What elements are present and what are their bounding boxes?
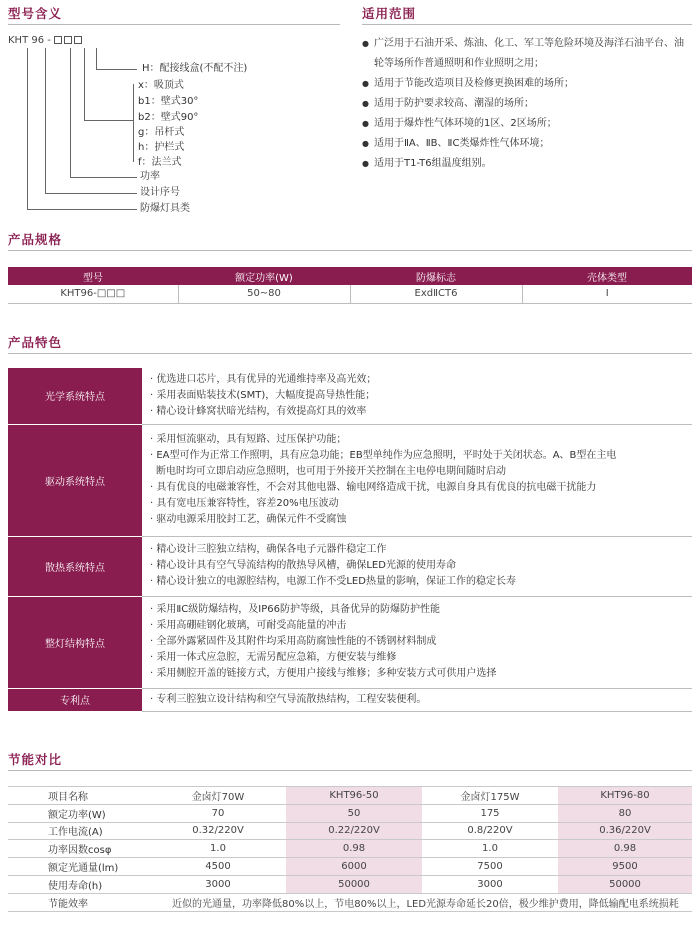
feature-row-thermal — [8, 536, 692, 596]
compare-cell: 1.0 — [422, 840, 558, 858]
model-label-flange: f：法兰式 — [138, 157, 182, 168]
bracket-line-mount-v — [84, 48, 85, 120]
feature-item: · 精心设计独立的电源腔结构，电源工作不受LED热量的影响，保证工作的稳定长寿 — [150, 576, 516, 587]
feature-item: · 采用侧腔开盖的链接方式，方便用户接线与维修；多种安装方式可供用户选择 — [150, 668, 497, 679]
bracket-line-power-v — [70, 48, 71, 178]
compare-cell: 7500 — [422, 858, 558, 876]
model-code-box-1 — [54, 36, 62, 44]
model-code — [8, 35, 84, 46]
spec-header-row — [8, 267, 692, 285]
bracket-line-mount-h — [84, 120, 134, 121]
compare-header-col: KHT96-80 — [558, 787, 692, 805]
compare-row-label: 节能效率 — [8, 893, 150, 911]
feature-item: · 采用一体式应急腔，无需另配应急箱，方便安装与维修 — [150, 652, 397, 663]
feature-name: 整灯结构特点 — [8, 596, 142, 688]
compare-row — [8, 804, 692, 822]
feature-row-patent — [8, 688, 692, 711]
feature-item: · 采用高硼硅钢化玻璃，可耐受高能量的冲击 — [150, 620, 347, 631]
model-label-pendant: g：吊杆式 — [138, 127, 185, 138]
spec-header-power: 额定功率(W) — [178, 267, 350, 285]
model-code-prefix: KHT 96 - — [8, 35, 51, 46]
feature-item: · 全部外露紧固件及其附件均采用高防腐蚀性能的不锈钢材料制成 — [150, 636, 437, 647]
compare-header-col: 金卤灯175W — [422, 787, 558, 805]
compare-cell: 6000 — [286, 858, 422, 876]
compare-cell: 9500 — [558, 858, 692, 876]
feature-row-optical — [8, 368, 692, 424]
model-label-wall30: b1：壁式30° — [138, 96, 199, 107]
spec-cell-model: KHT96-□□□ — [8, 285, 178, 303]
model-section-title: 型号含义 — [8, 6, 63, 21]
bracket-line-type-h — [27, 209, 137, 210]
compare-header-row — [8, 787, 692, 805]
bracket-line-box-v — [96, 48, 97, 70]
compare-efficiency-row — [8, 893, 692, 911]
compare-row-label: 工作电流(A) — [8, 822, 150, 840]
model-label-wall90: b2：壁式90° — [138, 112, 199, 123]
compare-row-label: 额定功率(W) — [8, 804, 150, 822]
feature-item: · 采用ⅡC级防爆结构，及IP66防护等级，具备优异的防爆防护性能 — [150, 604, 440, 615]
compare-cell: 3000 — [150, 875, 286, 893]
spec-cell-ex-mark: ExdⅡCT6 — [350, 285, 522, 303]
compare-cell: 50 — [286, 804, 422, 822]
scope-section-divider — [362, 24, 692, 25]
model-label-junction-box: H：配接线盒(不配不注) — [142, 63, 248, 74]
feature-row-driver — [8, 424, 692, 536]
spec-table — [8, 267, 692, 304]
feature-item: · 精心设计蜂窝状暗光结构，有效提高灯具的效率 — [150, 405, 367, 417]
feature-body — [142, 596, 692, 688]
compare-row — [8, 822, 692, 840]
model-label-series: 设计序号 — [140, 187, 180, 198]
compare-cell: 175 — [422, 804, 558, 822]
compare-table — [8, 786, 692, 912]
model-code-box-3 — [74, 36, 82, 44]
feature-name: 光学系统特点 — [8, 368, 142, 424]
feature-table — [8, 368, 692, 712]
bracket-line-power-h — [70, 177, 137, 178]
feature-item: · EA型可作为正常工作照明，具有应急功能；EB型单纯作为应急照明，平时处于关闭状态。A、B型在主电 — [150, 450, 617, 461]
model-label-guardrail: h：护栏式 — [138, 142, 185, 153]
spec-section-title: 产品规格 — [8, 232, 63, 247]
bracket-line-mount-side — [133, 84, 134, 162]
feature-body — [142, 688, 692, 711]
scope-item: ● 广泛用于石油开采、炼油、化工、军工等危险环境及海洋石油平台、油轮等场所作普通照明和作业照明之用； — [362, 34, 692, 74]
compare-cell: 3000 — [422, 875, 558, 893]
compare-header-col: 金卤灯70W — [150, 787, 286, 805]
feature-section-divider — [8, 353, 692, 354]
compare-cell: 80 — [558, 804, 692, 822]
compare-cell: 1.0 — [150, 840, 286, 858]
feature-row-structure — [8, 596, 692, 688]
feature-body — [142, 368, 692, 424]
compare-cell: 4500 — [150, 858, 286, 876]
compare-section-divider — [8, 770, 692, 771]
feature-section-title: 产品特色 — [8, 335, 63, 350]
spec-header-model: 型号 — [8, 267, 178, 285]
feature-body — [142, 536, 692, 596]
spec-header-housing: 壳体类型 — [522, 267, 692, 285]
compare-cell: 50000 — [558, 875, 692, 893]
compare-cell: 0.32/220V — [150, 822, 286, 840]
compare-cell: 0.98 — [286, 840, 422, 858]
compare-cell: 0.8/220V — [422, 822, 558, 840]
model-label-ceiling: x：吸顶式 — [138, 80, 184, 91]
compare-row — [8, 858, 692, 876]
compare-section-title: 节能对比 — [8, 752, 63, 767]
feature-name: 专利点 — [8, 688, 142, 711]
model-section-divider — [8, 24, 340, 25]
compare-row — [8, 875, 692, 893]
feature-item: · 精心设计具有空气导流结构的散热导风槽，确保LED光源的使用寿命 — [150, 560, 456, 571]
compare-cell: 0.22/220V — [286, 822, 422, 840]
feature-item: · 具有宽电压兼容特性，容差20%电压波动 — [150, 498, 339, 509]
compare-cell: 0.98 — [558, 840, 692, 858]
scope-item: ● 适用于节能改造项目及检修更换困难的场所； — [362, 74, 692, 94]
model-label-power: 功率 — [140, 171, 160, 182]
scope-item: ● 适用于爆炸性气体环境的1区、2区场所； — [362, 114, 692, 134]
feature-name: 散热系统特点 — [8, 536, 142, 596]
compare-header-col: KHT96-50 — [286, 787, 422, 805]
compare-cell: 70 — [150, 804, 286, 822]
compare-header-item: 项目名称 — [8, 787, 150, 805]
spec-row — [8, 285, 692, 303]
bracket-line-type-v — [27, 48, 28, 210]
feature-name: 驱动系统特点 — [8, 424, 142, 536]
compare-cell: 50000 — [286, 875, 422, 893]
scope-list — [362, 34, 692, 174]
bracket-line-series-h — [45, 193, 137, 194]
feature-item: · 驱动电源采用胶封工艺，确保元件不受腐蚀 — [150, 514, 347, 525]
bracket-line-series-v — [45, 48, 46, 194]
compare-row-label: 功率因数cosφ — [8, 840, 150, 858]
feature-body — [142, 424, 692, 536]
model-label-lamp-type: 防爆灯具类 — [140, 203, 190, 214]
spec-header-ex-mark: 防爆标志 — [350, 267, 522, 285]
compare-efficiency-note: 近似的光通量，功率降低80%以上，节电80%以上，LED光源寿命延长20倍，极少维护费用，降低输配电系统损耗 — [150, 893, 692, 911]
compare-row-label: 额定光通量(lm) — [8, 858, 150, 876]
feature-item: · 具有优良的电磁兼容性，不会对其他电器、输电网络造成干扰，电源自身具有优良的抗电磁干扰能力 — [150, 482, 597, 493]
spec-cell-power: 50~80 — [178, 285, 350, 303]
feature-item: · 精心设计三腔独立结构，确保各电子元器件稳定工作 — [150, 544, 387, 555]
feature-item: · 专利三腔独立设计结构和空气导流散热结构，工程安装便利。 — [150, 693, 427, 705]
feature-item: 断电时均可立即启动应急照明，也可用于外接开关控制在主电停电期间随时启动 — [156, 466, 506, 477]
model-code-box-2 — [64, 36, 72, 44]
compare-row-label: 使用寿命(h) — [8, 875, 150, 893]
scope-item: ● 适用于ⅡA、ⅡB、ⅡC类爆炸性气体环境； — [362, 134, 692, 154]
compare-cell: 0.36/220V — [558, 822, 692, 840]
feature-item: · 采用恒流驱动，具有短路、过压保护功能； — [150, 434, 347, 445]
spec-cell-housing: Ⅰ — [522, 285, 692, 303]
feature-item: · 采用表面贴装技术(SMT)，大幅度提高导热性能； — [150, 389, 376, 401]
feature-item: · 优选进口芯片，具有优异的光通维持率及高光效； — [150, 373, 377, 385]
bracket-line-box-h — [96, 69, 137, 70]
scope-item: ● 适用于T1-T6组温度组别。 — [362, 154, 692, 174]
spec-section-divider — [8, 250, 692, 251]
scope-section-title: 适用范围 — [362, 6, 417, 21]
scope-item: ● 适用于防护要求较高、潮湿的场所； — [362, 94, 692, 114]
compare-row — [8, 840, 692, 858]
